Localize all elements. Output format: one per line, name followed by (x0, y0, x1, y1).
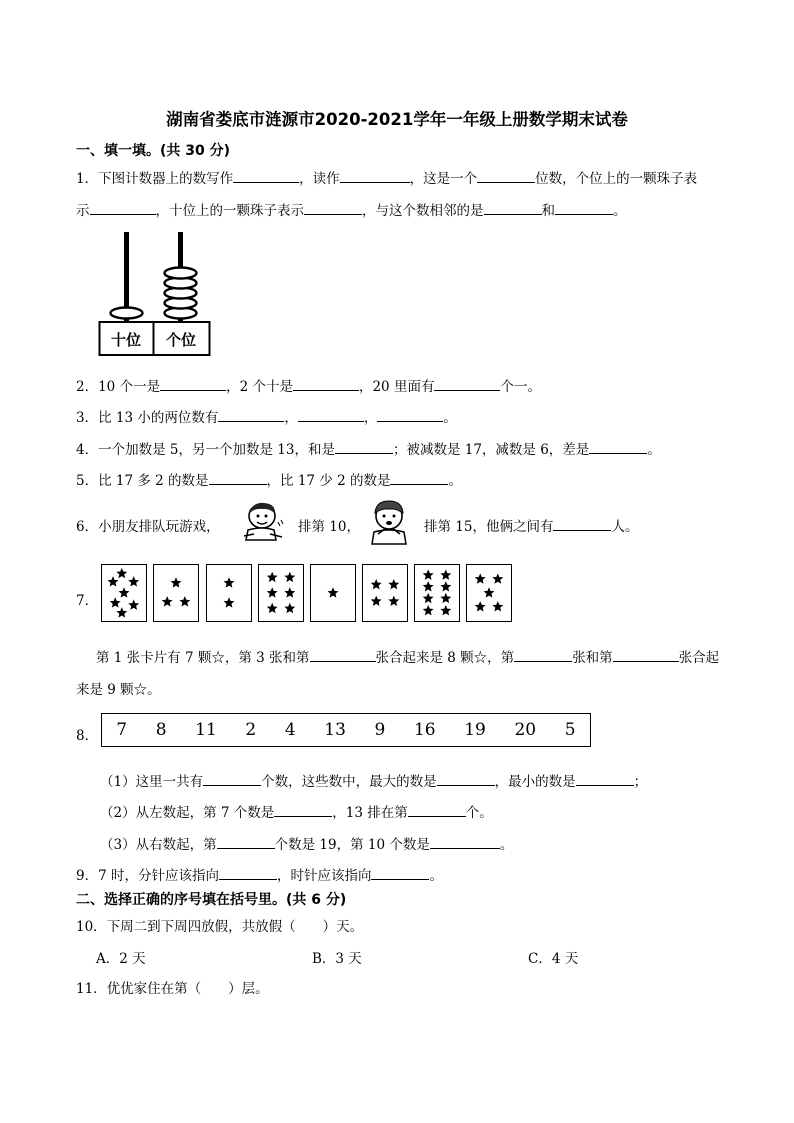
strip-number: 2 (245, 720, 257, 740)
star-card (310, 564, 356, 622)
strip-number: 19 (464, 720, 486, 740)
strip-number: 8 (155, 720, 167, 740)
child-boy-image (240, 500, 286, 546)
text: （3）从右数起，第 (100, 837, 217, 853)
question-7-line-1 (96, 646, 719, 666)
star-icon (179, 596, 190, 606)
answer-blank[interactable] (335, 441, 393, 454)
text: 比 13 小的两位数有 (98, 410, 219, 426)
star-card (101, 564, 147, 622)
abacus-drawing (98, 229, 214, 357)
answer-blank[interactable] (371, 867, 429, 880)
text: 张合起 (678, 650, 720, 666)
star-icon (128, 576, 139, 586)
text: ，与这个数相邻的是 (362, 203, 484, 219)
strip-number: 11 (195, 720, 217, 740)
star-icon (284, 587, 295, 597)
ones-beads (165, 268, 197, 319)
answer-blank[interactable] (484, 202, 542, 215)
abacus-bead (111, 308, 143, 319)
text: 个。 (465, 805, 493, 821)
text: 。 (647, 442, 661, 458)
star-icon (423, 605, 434, 615)
star-icon (371, 579, 382, 589)
text: 张和第 (572, 650, 613, 666)
question-10 (76, 915, 363, 935)
question-number: 7． (76, 593, 99, 609)
answer-blank[interactable] (298, 409, 364, 422)
text: 个数，这些数中，最大的数是 (261, 774, 437, 790)
page-title: 湖南省娄底市涟源市2020-2021学年一年级上册数学期末试卷 (166, 110, 628, 129)
star-icon (284, 572, 295, 582)
answer-blank[interactable] (90, 202, 156, 215)
strip-number: 13 (324, 720, 346, 740)
question-number: 10． (76, 919, 107, 935)
star-icon (328, 587, 339, 597)
answer-blank[interactable] (434, 378, 500, 391)
answer-blank[interactable] (160, 378, 226, 391)
number-strip (101, 713, 591, 747)
text: 优优家住在第（ ）层。 (106, 981, 269, 997)
star-icon (388, 596, 399, 606)
abacus-figure (98, 229, 214, 357)
text: 小朋友排队玩游戏， (98, 519, 220, 535)
question-3 (76, 406, 457, 426)
text: ，十位上的一颗珠子表示 (155, 203, 304, 219)
text: 。 (448, 473, 462, 489)
text: 10 个一是 (98, 379, 161, 395)
question-5 (76, 469, 462, 489)
question-number: 2． (76, 379, 99, 395)
text: 和 (541, 203, 555, 219)
question-9 (76, 864, 443, 884)
question-6-c (424, 515, 638, 535)
text: 。 (499, 837, 514, 853)
question-number: 3． (76, 410, 99, 426)
star-icon (267, 587, 278, 597)
option-c[interactable]: C．4 天 (528, 951, 579, 967)
question-8-part-3 (100, 833, 513, 853)
star-icon (284, 603, 295, 613)
section-2-heading: 二、选择正确的序号填在括号里。(共 6 分) (76, 892, 347, 908)
tens-label: 十位 (110, 331, 142, 349)
text: 第 1 张卡片有 7 颗☆，第 3 张和第 (96, 650, 310, 666)
answer-blank[interactable] (437, 773, 495, 786)
text: ，时针应该指向 (276, 868, 372, 884)
question-8-part-2 (100, 801, 493, 821)
answer-blank[interactable] (377, 409, 443, 422)
answer-blank[interactable] (408, 804, 466, 817)
abacus-bead (165, 268, 197, 279)
answer-blank[interactable] (390, 472, 448, 485)
answer-blank[interactable] (233, 170, 299, 183)
star-icon (440, 570, 451, 580)
strip-number: 20 (514, 720, 537, 740)
strip-number: 4 (284, 720, 296, 740)
text: ， (284, 410, 298, 426)
text: （2）从左数起，第 7 个数是 (100, 805, 275, 821)
text: 。 (429, 868, 443, 884)
question-8-part-1 (100, 770, 647, 790)
answer-blank[interactable] (274, 804, 332, 817)
option-a[interactable]: A．2 天 (96, 951, 146, 967)
text: 个一。 (500, 379, 541, 395)
question-7-line-2: 来是 9 颗☆。 (76, 682, 161, 698)
question-number: 1． (76, 171, 99, 187)
text: ，20 里面有 (358, 379, 435, 395)
star-icon (475, 573, 486, 583)
star-icon (108, 576, 119, 586)
star-icon (162, 596, 173, 606)
option-b[interactable]: B．3 天 (312, 951, 362, 967)
star-icon (116, 568, 127, 578)
text: ，最小的数是 (494, 774, 576, 790)
answer-blank[interactable] (209, 472, 267, 485)
text: ，这是一个 (409, 171, 478, 187)
star-card (466, 564, 512, 622)
question-number: 11． (76, 981, 107, 997)
star-icon (119, 587, 130, 597)
star-card (206, 564, 252, 622)
question-number: 9． (76, 868, 99, 884)
answer-blank[interactable] (430, 836, 500, 849)
answer-blank[interactable] (310, 649, 376, 662)
answer-blank[interactable] (553, 518, 611, 531)
question-number: 4． (76, 442, 99, 458)
child-girl-image (368, 498, 412, 546)
text: 下周二到下周四放假，共放假（ ）天。 (106, 919, 364, 935)
star-icon (224, 577, 235, 587)
star-icon (440, 581, 451, 591)
text: 排第 15，他俩之间有 (424, 519, 554, 535)
text: ； (633, 774, 648, 790)
answer-blank[interactable] (340, 170, 410, 183)
star-icon (388, 579, 399, 589)
text: 。 (443, 410, 457, 426)
text: 比 17 多 2 的数是 (98, 473, 209, 489)
text: 。 (613, 203, 627, 219)
star-card (258, 564, 304, 622)
star-icon (110, 597, 121, 607)
answer-blank[interactable] (477, 170, 535, 183)
star-icon (492, 601, 503, 611)
question-2 (76, 375, 541, 395)
text: 位数，个位上的一颗珠子表 (535, 171, 698, 187)
star-icon (492, 573, 503, 583)
star-icon (423, 581, 434, 591)
strip-number: 9 (374, 720, 386, 740)
text: 人。 (611, 519, 639, 535)
question-number: 6． (76, 519, 99, 535)
star-icon (371, 596, 382, 606)
question-number: 5． (76, 473, 99, 489)
section-1-heading: 一、填一填。(共 30 分) (76, 143, 231, 159)
star-icon (440, 593, 451, 603)
question-number: 8． (76, 728, 99, 744)
question-11 (76, 977, 269, 997)
answer-blank[interactable] (613, 649, 679, 662)
strip-number: 5 (564, 720, 576, 740)
star-icon (224, 597, 235, 607)
question-1-line-1 (76, 167, 697, 187)
strip-number: 7 (116, 720, 128, 740)
answer-blank[interactable] (589, 441, 647, 454)
answer-blank[interactable] (219, 867, 277, 880)
question-1-line-2 (76, 199, 627, 219)
answer-blank[interactable] (218, 409, 284, 422)
strip-number: 16 (413, 720, 436, 740)
star-icon (440, 605, 451, 615)
star-icon (267, 603, 278, 613)
star-icon (128, 599, 139, 609)
tens-beads (111, 308, 143, 319)
question-6-b: 排第 10， (298, 519, 360, 535)
text: 个数是 19，第 10 个数是 (274, 837, 430, 853)
text: ，读作 (299, 171, 340, 187)
answer-blank[interactable] (293, 378, 359, 391)
answer-blank[interactable] (555, 202, 613, 215)
text: （1）这里一共有 (100, 774, 204, 790)
text: ，2 个十是 (226, 379, 293, 395)
star-icon (116, 607, 127, 617)
text: 张合起来是 8 颗☆，第 (375, 650, 515, 666)
text: 7 时，分针应该指向 (98, 868, 219, 884)
answer-blank[interactable] (576, 773, 634, 786)
star-card (414, 564, 460, 622)
star-icon (484, 587, 495, 597)
text: ，13 排在第 (332, 805, 408, 821)
text: ，比 17 少 2 的数是 (266, 473, 391, 489)
star-icon (423, 570, 434, 580)
answer-blank[interactable] (304, 202, 362, 215)
answer-blank[interactable] (217, 836, 275, 849)
star-icon (475, 601, 486, 611)
text: 一个加数是 5，另一个加数是 13，和是 (98, 442, 335, 458)
question-6-a (76, 515, 220, 535)
text: 下图计数器上的数写作 (98, 171, 234, 187)
ones-label: 个位 (165, 331, 197, 349)
star-icon (267, 572, 278, 582)
question-4 (76, 438, 661, 458)
star-card (153, 564, 199, 622)
star-card (362, 564, 408, 622)
text: 示 (76, 203, 90, 219)
text: ；被减数是 17，减数是 6，差是 (392, 442, 590, 458)
text: ， (363, 410, 378, 426)
star-icon (423, 593, 434, 603)
answer-blank[interactable] (203, 773, 261, 786)
star-icon (171, 577, 182, 587)
answer-blank[interactable] (514, 649, 572, 662)
